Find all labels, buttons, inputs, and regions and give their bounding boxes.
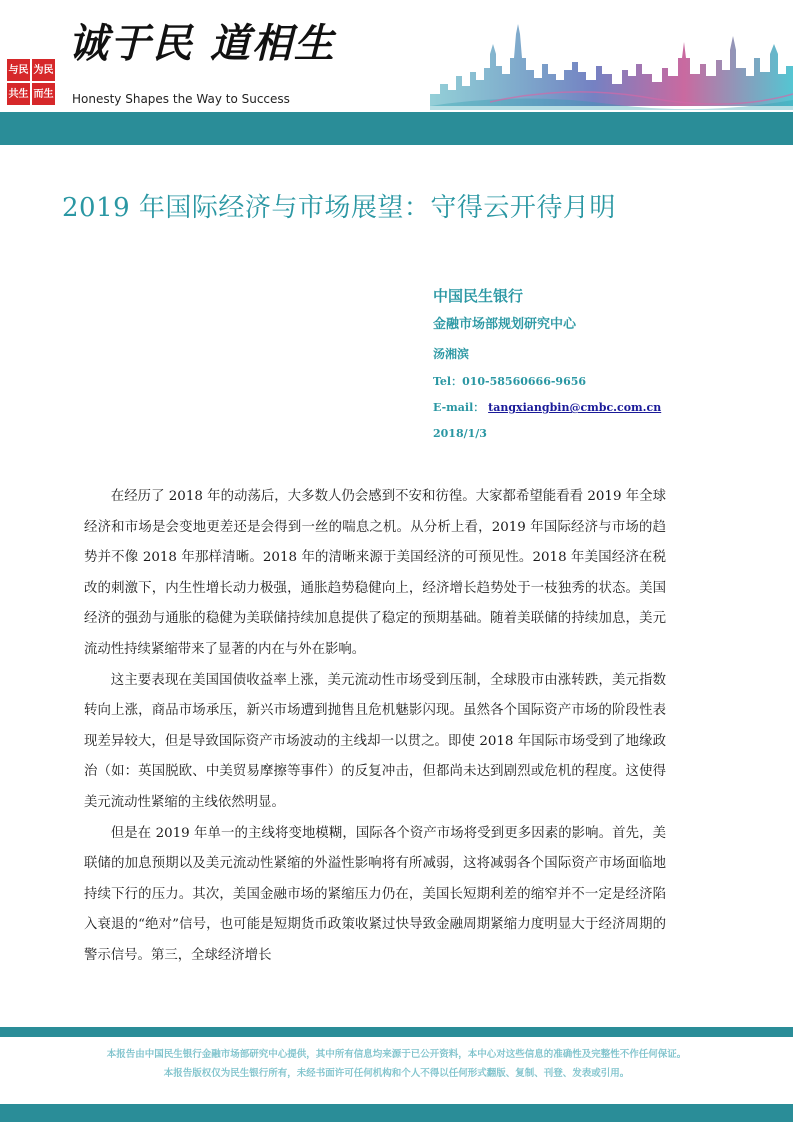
author-name: 汤湘滨 xyxy=(433,347,470,361)
seal-char-2: 为民 xyxy=(31,58,56,82)
body-paragraph-3: 但是在 2019 年单一的主线将变地模糊，国际各个资产市场将受到更多因素的影响。首先，美联储的加息预期以及美元流动性紧缩的外溢性影响将有所减弱，这将减弱各个国际资产市场面临地持续下行的压力。其次，美国金融市场的紧缩压力仍在，美国长短期利差的缩窄并不一定是经济陷入衰退的“绝对”信号，也可能是短期货币政策收紧过快导致金融周期紧缩力度明显大于经济周期的警示信号。第三，全球经济增长 xyxy=(84,825,666,963)
footer-disclaimer xyxy=(0,1045,793,1083)
header-accent-band xyxy=(0,112,793,145)
body-paragraph-2: 这主要表现在美国国债收益率上涨，美元流动性市场受到压制，全球股市由涨转跌，美元指数转向上涨，商品市场承压，新兴市场遭到抛售且危机魅影闪现。虽然各个国际资产市场的阶段性表现差异较大，但是导致国际资产市场波动的主线却一以贯之。即使 2018 年国际市场受到了地缘政治（如：英国脱欧、中美贸易摩擦等事件）的反复冲击，但都尚未达到剧烈或危机的程度。这使得美元流动性紧缩的主线依然明显。 xyxy=(84,672,666,810)
city-skyline-illustration xyxy=(430,14,793,110)
footer-accent-band xyxy=(0,1027,793,1037)
report-date: 2018/1/3 xyxy=(433,427,487,440)
disclaimer-line-1: 本报告由中国民生银行金融市场部研究中心提供，其中所有信息均来源于已公开资料，本中心对这些信息的准确性及完整性不作任何保证。 xyxy=(106,1049,687,1060)
email-link[interactable]: tangxiangbin@cmbc.com.cn xyxy=(488,401,662,414)
author-department: 金融市场部规划研究中心 xyxy=(433,317,577,332)
bank-seal-logo xyxy=(6,58,56,106)
email-label: E-mail： xyxy=(433,401,485,414)
body-paragraph-1: 在经历了 2018 年的动荡后，大多数人仍会感到不安和彷徨。大家都希望能看看 2019 年全球经济和市场是会变地更差还是会得到一丝的喘息之机。从分析上看，2019 年国际经济与市场的趋势并不像 2018 年那样清晰。2018 年的清晰来源于美国经济的可预见性。2018 年美国经济在税改的刺激下，内生性增长动力极强，通胀趋势稳健向上，经济增长趋势处于一枝独秀的状态。美国经济的强劲与通胀的稳健为美联储持续加息提供了稳定的预期基础。随着美联储的持续加息，美元流动性持续紧缩带来了显著的内在与外在影响。 xyxy=(84,489,666,657)
author-block xyxy=(433,286,763,442)
slogan-english: Honesty Shapes the Way to Success xyxy=(72,92,290,106)
author-telephone: Tel：010-58560666-9656 xyxy=(433,375,587,388)
seal-char-1: 与民 xyxy=(6,58,31,82)
seal-char-4: 而生 xyxy=(31,82,56,106)
author-email-line xyxy=(433,400,763,416)
report-title: 2019 年国际经济与市场展望：守得云开待月明 xyxy=(62,193,616,223)
slogan-chinese: 诚于民 道相生 xyxy=(68,20,336,67)
page-header xyxy=(0,0,793,112)
footer-bottom-band xyxy=(0,1104,793,1122)
author-organization: 中国民生银行 xyxy=(433,287,524,305)
report-body xyxy=(84,482,666,972)
disclaimer-line-2: 本报告版权仅为民生银行所有，未经书面许可任何机构和个人不得以任何形式翻版、复制、刊登、发表或引用。 xyxy=(163,1068,630,1079)
seal-char-3: 共生 xyxy=(6,82,31,106)
